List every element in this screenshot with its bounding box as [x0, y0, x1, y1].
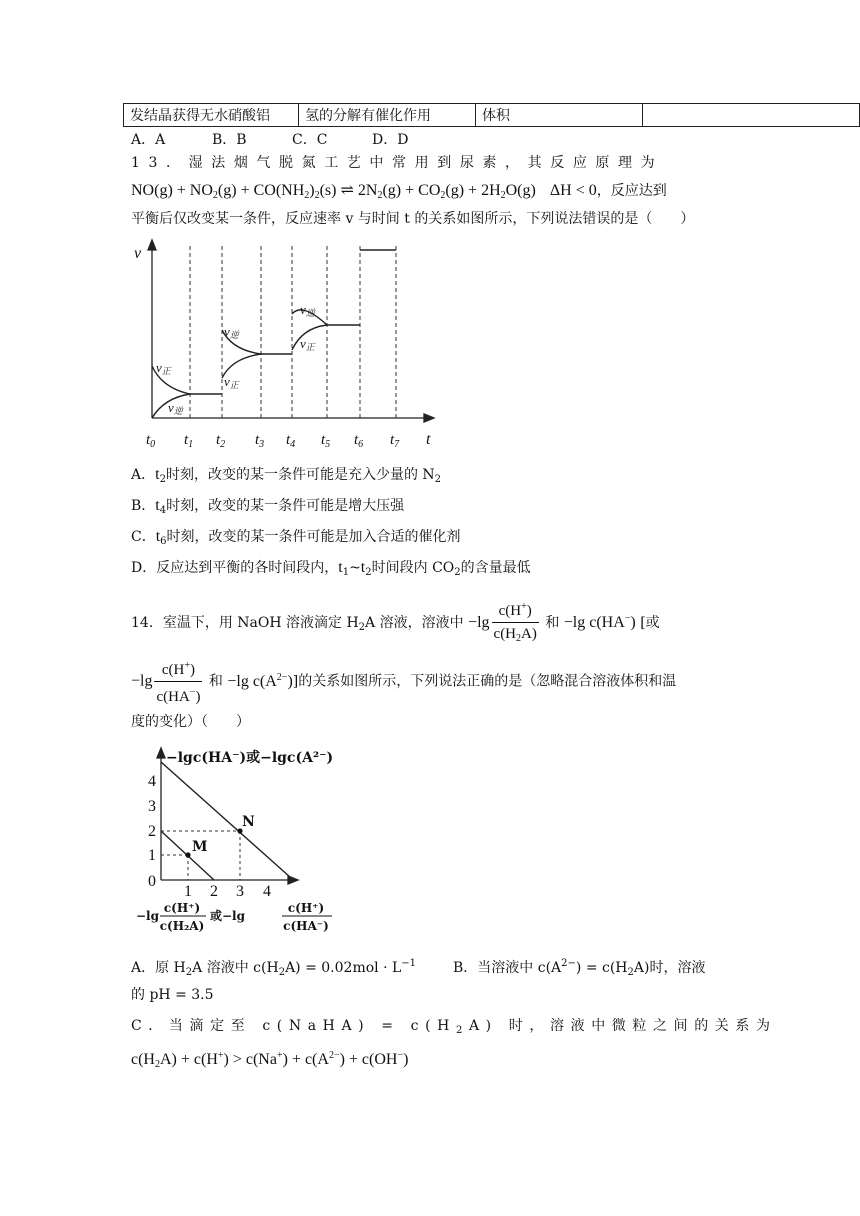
svg-text:v正: v正	[224, 374, 239, 390]
equilibrium-arrow: ⇌	[340, 182, 354, 199]
svg-text:2: 2	[210, 883, 218, 900]
y-axis-arrow	[148, 240, 156, 250]
eq-no: NO(g)	[131, 182, 173, 199]
x-axis-arrow	[424, 414, 434, 422]
svg-text:3: 3	[148, 798, 156, 815]
point-m-label: M	[192, 839, 208, 855]
answer-table	[123, 103, 860, 127]
q14-line3: 度的变化）（ ）	[131, 714, 250, 730]
svg-text:v逆: v逆	[300, 302, 315, 318]
x-tick-label: $t_4$	[286, 432, 296, 450]
q14-option-b: B．当溶液中 $c(A^{2-}) = c(H_2A)$时，溶液	[453, 958, 706, 978]
q14-option-b-cont: 的 pH = 3.5	[131, 987, 214, 1003]
x-axis-label	[136, 901, 332, 933]
line-n	[161, 762, 290, 877]
svg-text:4: 4	[148, 773, 156, 790]
table-cell	[643, 104, 860, 127]
x-tick-label: $t_7$	[390, 432, 400, 450]
q13-rate-time-graph	[130, 238, 440, 450]
svg-text:c(H⁺): c(H⁺)	[287, 901, 325, 915]
x-tick-label: $t_5$	[321, 432, 331, 450]
q13-equation: $NO(g) + NO_2(g) + CO(NH_2)_2(s)$ ⇌ $2N_2(g) + CO_2(g) + 2H_2O(g) \Delta H < 0$，反应达到	[131, 182, 667, 201]
y-axis-label: v	[134, 245, 142, 262]
eq-delta-h: ΔH < 0	[549, 182, 597, 199]
x-tick-label: $t_0$	[146, 432, 156, 450]
table-cell: 发结晶获得无水硝酸铝	[124, 104, 299, 127]
x-tick-label: $t_2$	[216, 432, 226, 450]
svg-text:1: 1	[184, 883, 192, 900]
q14-option-c-relation: $c(H_2A) + c(H^+) > c(Na^+) + c(A^{2-}) + c(OH^-)$	[131, 1050, 409, 1070]
x-tick-label: $t_6$	[354, 432, 364, 450]
q12-option-c: C．C	[292, 132, 328, 148]
svg-text:v逆: v逆	[224, 324, 239, 340]
svg-text:2: 2	[148, 823, 156, 840]
table-row	[124, 104, 860, 127]
svg-text:c(H₂A): c(H₂A)	[159, 919, 205, 933]
q14-line2: −lg $\frac{c(H^+)}{c(HA^-)}$ 和 −lg $c(A^{2-})$]的关系如图所示，下列说法正确的是（忽略混合溶液体积和温	[131, 655, 676, 708]
q13-line3: 平衡后仅改变某一条件，反应速率 v 与时间 t 的关系如图所示，下列说法错误的是（ ）	[131, 211, 695, 227]
q12-option-b: B．B	[212, 132, 247, 148]
x-tick-label: $t_3$	[255, 432, 265, 450]
svg-text:3: 3	[236, 883, 244, 900]
q12-option-a: A．A	[131, 132, 166, 148]
q13-option-c: C．$t_6$时刻，改变的某一条件可能是加入合适的催化剂	[131, 528, 461, 547]
table-cell: 体积	[476, 104, 643, 127]
y-axis-label: −lgc(HA⁻)或−lgc(A²⁻)	[166, 750, 334, 766]
point-m-marker	[185, 852, 190, 857]
q13-option-d: D．反应达到平衡的各时间段内，$t_1\sim t_2$时间段内 $CO_2$的含量最低	[131, 559, 531, 578]
x-axis-label: t	[426, 431, 431, 448]
svg-text:1: 1	[148, 847, 156, 864]
y-tick-labels	[148, 773, 156, 890]
svg-text:v逆: v逆	[168, 400, 183, 416]
svg-text:c(HA⁻): c(HA⁻)	[283, 919, 329, 933]
svg-text:v正: v正	[156, 360, 171, 376]
x-tick-labels	[146, 432, 400, 450]
svg-text:v正: v正	[300, 336, 315, 352]
svg-text:c(H⁺): c(H⁺)	[163, 901, 201, 915]
q12-option-d: D．D	[372, 132, 409, 148]
x-tick-labels	[184, 883, 271, 900]
x-tick-label: $t_1$	[184, 432, 194, 450]
q14-line1: 14．室温下，用 NaOH 溶液滴定 $H_2A$ 溶液，溶液中 −lg $\frac{c(H^+)}{c(H_2A)}$ 和 −lg c(HA−) [或	[131, 596, 660, 650]
q14-lg-graph	[130, 742, 370, 942]
svg-text:−lg: −lg	[136, 909, 160, 923]
svg-text:或−lg: 或−lg	[210, 909, 246, 923]
point-n-label: N	[242, 814, 255, 830]
svg-text:0: 0	[148, 873, 156, 890]
q14-option-a: A．原 $H_2A$ 溶液中 $c(H_2A) = 0.02mol \cdot L^{-1}$	[131, 958, 417, 978]
q14-option-c: C．当滴定至 c(NaHA) = $c(H_2A)$ 时，溶液中微粒之间的关系为	[131, 1018, 777, 1036]
table-cell: 氢的分解有催化作用	[299, 104, 476, 127]
q13-option-b: B．$t_4$时刻，改变的某一条件可能是增大压强	[131, 497, 405, 516]
svg-text:4: 4	[263, 883, 271, 900]
y-axis-arrow	[157, 748, 165, 758]
q13-intro: 13．湿法烟气脱氮工艺中常用到尿素，其反应原理为	[131, 155, 664, 171]
q13-option-a: A．$t_2$时刻，改变的某一条件可能是充入少量的 $N_2$	[131, 466, 442, 485]
